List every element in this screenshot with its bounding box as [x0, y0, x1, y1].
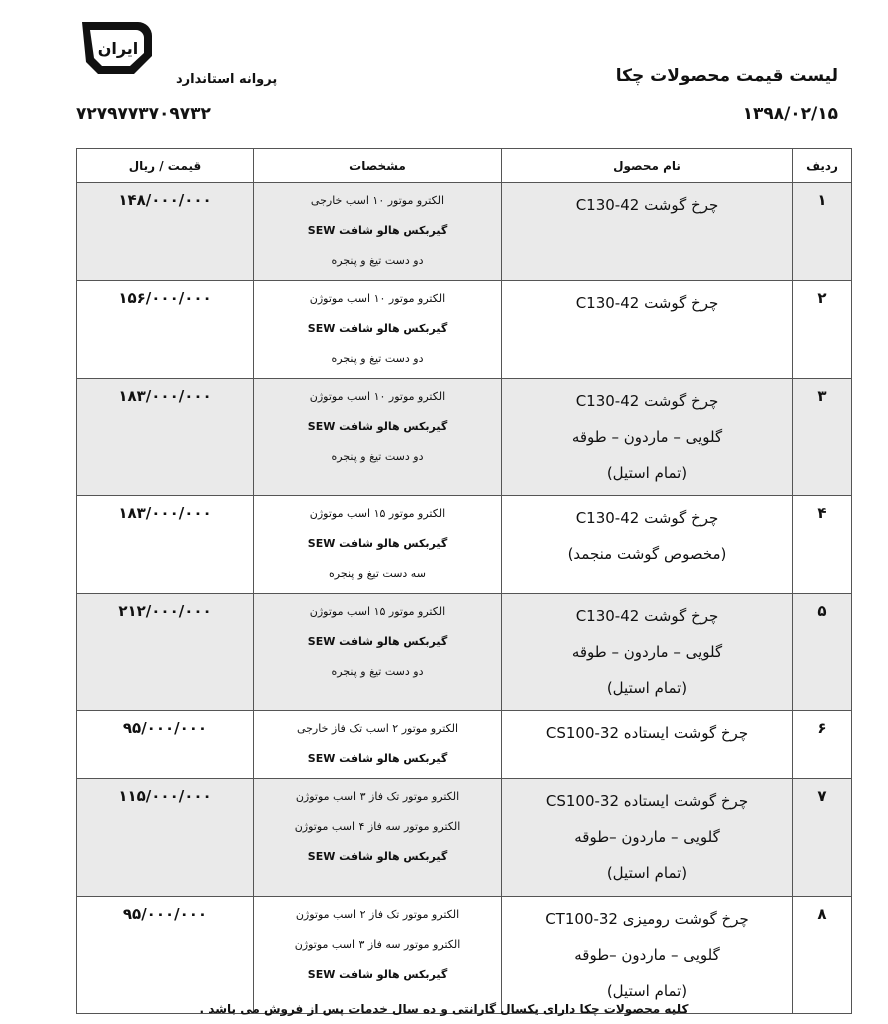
product-price: ۱۸۳/۰۰۰/۰۰۰: [77, 379, 254, 496]
product-name: [502, 183, 793, 281]
table-row: [77, 897, 852, 1014]
product-name-line: چرخ گوشت C130-42: [575, 196, 719, 214]
row-number: ۴: [793, 496, 852, 594]
spec-line: الکترو موتور ۲ اسب تک فاز خارجی: [296, 722, 459, 735]
spec-line: الکترو موتور ۱۰ اسب موتوژن: [309, 390, 446, 403]
warranty-note: کلیه محصولات چکا دارای یکسال گارانتی و ده سال خدمات پس از فروش می باشد .: [199, 1002, 689, 1016]
product-name-line: گلویی – ماردون –طوقه: [574, 828, 720, 846]
logo-text: ایران: [97, 39, 139, 58]
product-name-line: چرخ گوشت C130-42: [575, 392, 719, 410]
table-row: [77, 496, 852, 594]
product-name-line: چرخ گوشت C130-42: [575, 294, 719, 312]
product-specs: [254, 183, 502, 281]
spec-line: گیربکس هالو شافت SEW: [307, 537, 448, 550]
product-price: ۱۱۵/۰۰۰/۰۰۰: [77, 779, 254, 897]
license-label: پروانه استاندارد: [176, 72, 278, 87]
spec-line: دو دست تیغ و پنجره: [331, 450, 424, 463]
spec-line: الکترو موتور ۱۰ اسب موتوژن: [309, 292, 446, 305]
license-number: ۷۲۷۹۷۷۳۷۰۹۷۳۲: [76, 104, 211, 124]
table-row: [77, 594, 852, 711]
spec-line: دو دست تیغ و پنجره: [331, 254, 424, 267]
product-name-line: گلویی – ماردون –طوقه: [574, 946, 720, 964]
product-specs: [254, 897, 502, 1014]
product-name-line: گلویی – ماردون – طوقه: [571, 428, 723, 446]
spec-line: گیربکس هالو شافت SEW: [307, 322, 448, 335]
page-title: لیست قیمت محصولات چکا: [615, 66, 838, 86]
product-name: [502, 594, 793, 711]
product-specs: [254, 711, 502, 779]
spec-line: الکترو موتور تک فاز ۳ اسب موتوژن: [295, 790, 460, 803]
product-name-line: چرخ گوشت C130-42: [575, 607, 719, 625]
spec-line: گیربکس هالو شافت SEW: [307, 635, 448, 648]
spec-line: گیربکس هالو شافت SEW: [307, 968, 448, 981]
product-price: ۹۵/۰۰۰/۰۰۰: [77, 711, 254, 779]
standard-logo-icon: [78, 16, 156, 82]
table-row: [77, 379, 852, 496]
product-name-line: (تمام استیل): [606, 464, 688, 482]
spec-line: سه دست تیغ و پنجره: [329, 567, 426, 580]
spec-line: گیربکس هالو شافت SEW: [307, 850, 448, 863]
spec-line: الکترو موتور ۱۵ اسب موتوژن: [309, 605, 446, 618]
product-price: ۱۵۶/۰۰۰/۰۰۰: [77, 281, 254, 379]
product-specs: [254, 379, 502, 496]
table-row: [77, 281, 852, 379]
product-name-line: (مخصوص گوشت منجمد): [567, 545, 727, 563]
spec-line: الکترو موتور سه فاز ۴ اسب موتوژن: [294, 820, 461, 833]
row-number: ۸: [793, 897, 852, 1014]
product-name: [502, 779, 793, 897]
product-specs: [254, 281, 502, 379]
product-name-line: چرخ گوشت ایستاده CS100-32: [545, 724, 749, 742]
product-specs: [254, 594, 502, 711]
spec-line: الکترو موتور تک فاز ۲ اسب موتوژن: [295, 908, 460, 921]
spec-line: گیربکس هالو شافت SEW: [307, 420, 448, 433]
row-number: ۱: [793, 183, 852, 281]
product-specs: [254, 779, 502, 897]
table-row: [77, 779, 852, 897]
column-header-row: ردیف: [793, 149, 852, 183]
spec-line: الکترو موتور سه فاز ۳ اسب موتوژن: [294, 938, 461, 951]
product-name-line: چرخ گوشت C130-42: [575, 509, 719, 527]
document-date: ۱۳۹۸/۰۲/۱۵: [742, 104, 838, 124]
product-name: [502, 379, 793, 496]
product-price: ۲۱۲/۰۰۰/۰۰۰: [77, 594, 254, 711]
row-number: ۲: [793, 281, 852, 379]
row-number: ۵: [793, 594, 852, 711]
product-name-line: چرخ گوشت رومیزی CT100-32: [545, 910, 749, 928]
product-name: [502, 711, 793, 779]
spec-line: الکترو موتور ۱۰ اسب خارجی: [310, 194, 445, 207]
product-price: ۱۸۳/۰۰۰/۰۰۰: [77, 496, 254, 594]
product-name-line: (تمام استیل): [606, 679, 688, 697]
price-table: [76, 148, 852, 1014]
product-name: [502, 897, 793, 1014]
table-row: [77, 183, 852, 281]
table-header-row: [77, 149, 852, 183]
spec-line: دو دست تیغ و پنجره: [331, 665, 424, 678]
product-name-line: (تمام استیل): [606, 982, 688, 1000]
column-header-specs: مشخصات: [254, 149, 502, 183]
product-name-line: گلویی – ماردون – طوقه: [571, 643, 723, 661]
column-header-name: نام محصول: [502, 149, 793, 183]
product-specs: [254, 496, 502, 594]
product-name: [502, 281, 793, 379]
row-number: ۳: [793, 379, 852, 496]
column-header-price: قیمت / ریال: [77, 149, 254, 183]
product-name-line: چرخ گوشت ایستاده CS100-32: [545, 792, 749, 810]
product-price: ۱۴۸/۰۰۰/۰۰۰: [77, 183, 254, 281]
spec-line: الکترو موتور ۱۵ اسب موتوژن: [309, 507, 446, 520]
product-name: [502, 496, 793, 594]
row-number: ۶: [793, 711, 852, 779]
product-name-line: (تمام استیل): [606, 864, 688, 882]
row-number: ۷: [793, 779, 852, 897]
table-row: [77, 711, 852, 779]
spec-line: دو دست تیغ و پنجره: [331, 352, 424, 365]
spec-line: گیربکس هالو شافت SEW: [307, 224, 448, 237]
product-price: ۹۵/۰۰۰/۰۰۰: [77, 897, 254, 1014]
spec-line: گیربکس هالو شافت SEW: [307, 752, 448, 765]
